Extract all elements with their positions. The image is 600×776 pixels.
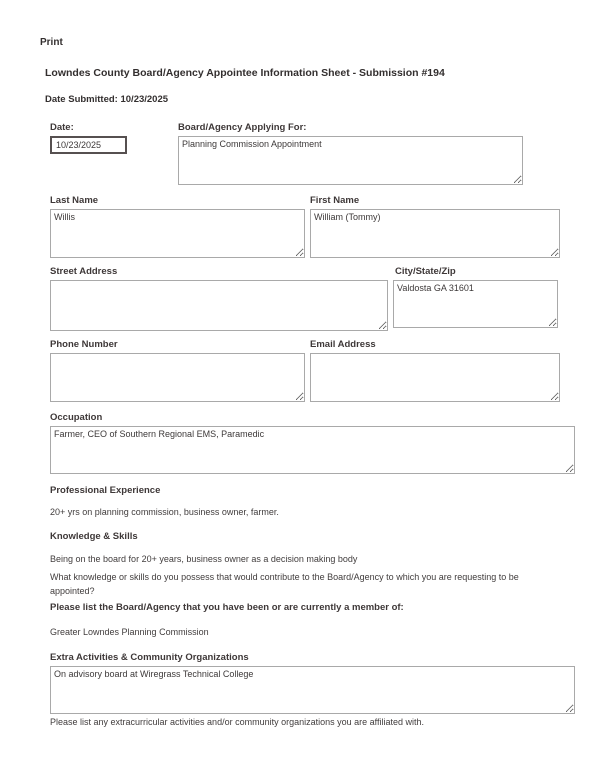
extra-activities-label: Extra Activities & Community Organizations — [50, 652, 249, 663]
professional-experience-text: 20+ yrs on planning commission, business owner, farmer. — [50, 507, 279, 517]
field-city-state-zip — [393, 266, 558, 328]
occupation-textarea[interactable] — [50, 426, 575, 474]
email-address-textarea[interactable] — [310, 353, 560, 402]
field-phone-number — [50, 339, 305, 402]
last-name-label: Last Name — [50, 195, 99, 206]
page-title: Lowndes County Board/Agency Appointee Information Sheet - Submission #194 — [45, 67, 445, 79]
date-submitted-label: Date Submitted: — [45, 94, 118, 105]
board-agency-label: Board/Agency Applying For: — [178, 122, 307, 133]
first-name-textarea[interactable] — [310, 209, 560, 258]
phone-number-textarea[interactable] — [50, 353, 305, 402]
phone-number-label: Phone Number — [50, 339, 118, 350]
last-name-textarea[interactable] — [50, 209, 305, 258]
board-membership-heading: Please list the Board/Agency that you have been or are currently a member of: — [50, 602, 404, 613]
knowledge-skills-heading: Knowledge & Skills — [50, 531, 138, 542]
field-date — [50, 122, 127, 154]
occupation-label: Occupation — [50, 412, 103, 423]
knowledge-skills-answer: Being on the board for 20+ years, business owner as a decision making body — [50, 554, 358, 564]
email-address-label: Email Address — [310, 339, 376, 350]
field-occupation — [50, 412, 575, 474]
field-email-address — [310, 339, 560, 402]
date-label: Date: — [50, 122, 74, 133]
city-state-zip-label: City/State/Zip — [395, 266, 456, 277]
street-address-label: Street Address — [50, 266, 118, 277]
date-submitted — [45, 94, 168, 105]
city-state-zip-textarea[interactable] — [393, 280, 558, 328]
board-membership-text: Greater Lowndes Planning Commission — [50, 627, 209, 637]
date-submitted-value: 10/23/2025 — [120, 94, 169, 105]
professional-experience-heading: Professional Experience — [50, 485, 161, 496]
print-button[interactable]: Print — [40, 37, 63, 48]
street-address-textarea[interactable] — [50, 280, 388, 331]
field-street-address — [50, 266, 388, 331]
field-last-name — [50, 195, 305, 258]
field-first-name — [310, 195, 560, 258]
board-agency-textarea[interactable] — [178, 136, 523, 185]
field-board-agency — [178, 122, 523, 185]
date-input[interactable] — [50, 136, 127, 154]
extra-activities-note: Please list any extracurricular activities and/or community organizations you are affiliated with. — [50, 717, 425, 727]
extra-activities-textarea[interactable] — [50, 666, 575, 714]
knowledge-skills-question: What knowledge or skills do you possess that would contribute to the Board/Agency to which you are requesting to be appointed? — [50, 572, 519, 596]
first-name-label: First Name — [310, 195, 360, 206]
field-extra-activities — [50, 652, 575, 714]
